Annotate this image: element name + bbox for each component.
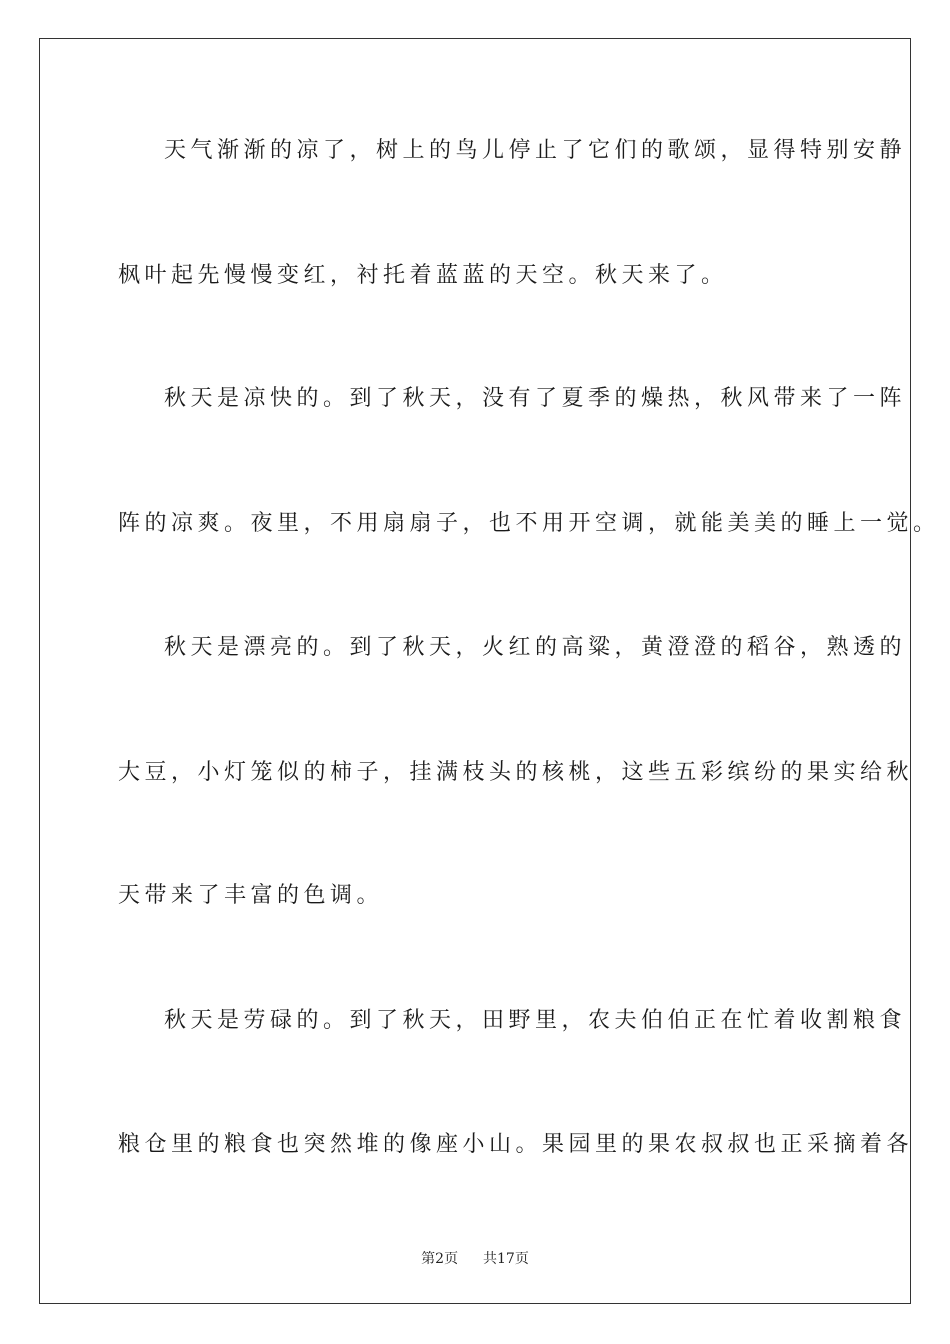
- paragraph-3-line-1: 秋天是漂亮的。到了秋天，火红的高粱，黄澄澄的稻谷，熟透的: [164, 635, 907, 660]
- page-footer: [0, 1248, 950, 1268]
- paragraph-3-line-3: 天带来了丰富的色调。: [118, 883, 384, 908]
- paragraph-2-line-1: 秋天是凉快的。到了秋天，没有了夏季的燥热，秋风带来了一阵: [164, 386, 907, 411]
- paragraph-1-line-2: 枫叶起先慢慢变红，衬托着蓝蓝的天空。秋天来了。: [118, 263, 728, 288]
- paragraph-4-line-1: 秋天是劳碌的。到了秋天，田野里，农夫伯伯正在忙着收割粮食: [164, 1008, 907, 1033]
- paragraph-1-line-1: 天气渐渐的凉了，树上的鸟儿停止了它们的歌颂，显得特别安静: [164, 138, 907, 163]
- page-border: [39, 38, 914, 1304]
- page-total: 共17页: [483, 1251, 529, 1267]
- paragraph-3-line-2: 大豆，小灯笼似的柿子，挂满枝头的核桃，这些五彩缤纷的果实给秋: [118, 760, 914, 785]
- page-number: 第2页: [421, 1251, 459, 1267]
- paragraph-4-line-2: 粮仓里的粮食也突然堆的像座小山。果园里的果农叔叔也正采摘着各: [118, 1132, 914, 1157]
- paragraph-2-line-2: 阵的凉爽。夜里，不用扇扇子，也不用开空调，就能美美的睡上一觉。: [118, 511, 940, 536]
